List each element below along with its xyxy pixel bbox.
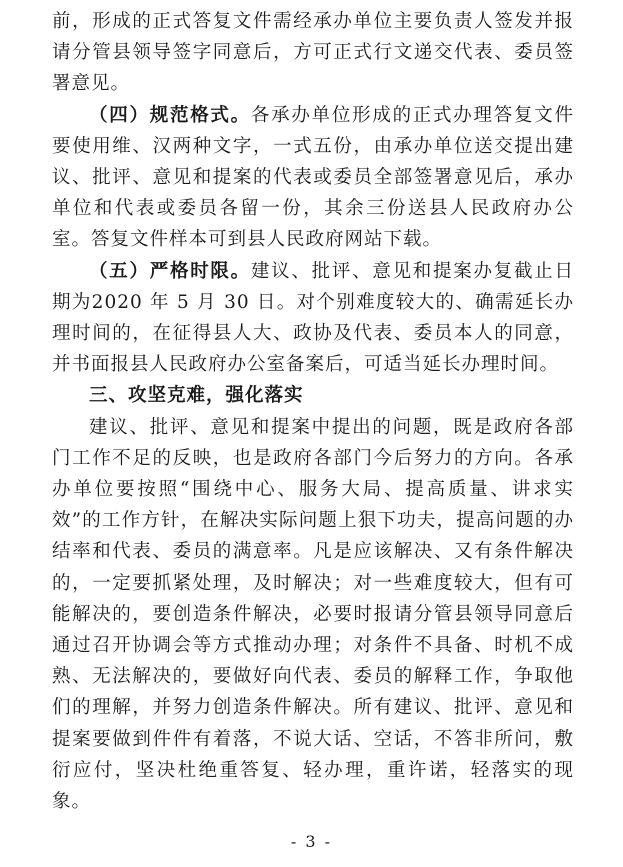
paragraph-text: 建议、批评、意见和提案中提出的问题，既是政府各部门工作不足的反映，也是政府各部门今后努力的方向。各承办单位要按照“围绕中心、服务大局、提高质量、讲求实效”的工作方针，在解决实际问题上狠下功夫，提高问题的办结率和代表、委员的满意率。凡是应该解决、又有条件解决的，一定要抓紧处理，及时解决；对一些难度较大，但有可能解决的，要创造条件解决，必要时报请分管县领导同意后通过召开协调会等方式推动办理；对条件不具备、时机不成熟、无法解决的，要做好向代表、委员的解释工作，争取他们的理解，并努力创造条件解决。所有建议、批评、意见和提案要做到件件有着落，不说大话、空话，不答非所问，敷衍应付，坚决杜绝重答复、轻办理，重许诺，轻落实的现象。 bbox=[52, 416, 574, 813]
paragraph-standardize-format bbox=[52, 100, 574, 256]
section-heading: 三、攻坚克难，强化落实 bbox=[89, 385, 304, 407]
paragraph-text: 各承办单位形成的正式办理答复文件要使用维、汉两种文字，一式五份，由承办单位送交提出建议、批评、意见和提案的代表或委员全部签署意见后，承办单位和代表或委员各留一份，其余三份送县人民政府办公室。答复文件样本可到县人民政府网站下载。 bbox=[52, 104, 574, 251]
paragraph-lead: （四）规范格式。 bbox=[89, 104, 251, 126]
paragraph-strict-deadline bbox=[52, 256, 574, 381]
paragraph-text: 前，形成的正式答复文件需经承办单位主要负责人签发并报请分管县领导签字同意后，方可正式行文递交代表、委员签署意见。 bbox=[52, 11, 574, 95]
paragraph-continuation bbox=[52, 6, 574, 100]
page-number: - 3 - bbox=[290, 832, 333, 851]
paragraph-text: 建议、批评、意见和提案办复截止日期为2020 年 5 月 30 日。对个别难度较大的、确需延长办理时间的，在征得县人大、政协及代表、委员本人的同意，并书面报县人民政府办公室备案后，可适当延长办理时间。 bbox=[52, 260, 574, 376]
document-body bbox=[52, 6, 574, 817]
paragraph-lead: （五）严格时限。 bbox=[89, 260, 251, 282]
paragraph-implementation bbox=[52, 412, 574, 818]
